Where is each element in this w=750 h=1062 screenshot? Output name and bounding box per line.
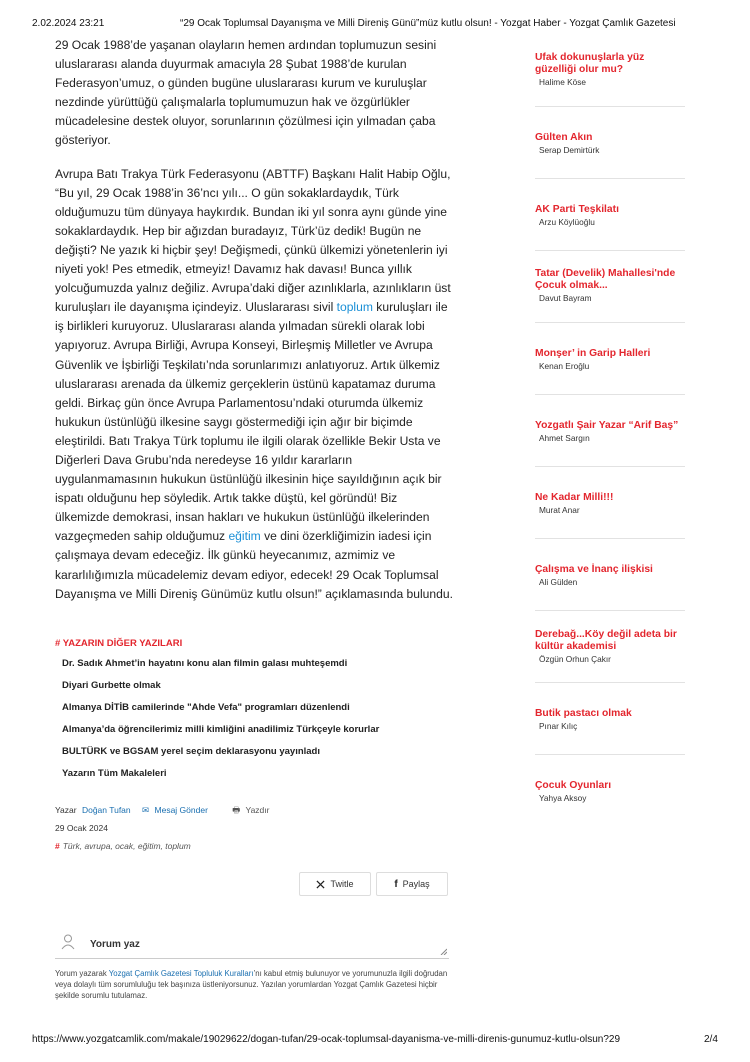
tags-text[interactable]: Türk, avrupa, ocak, eğitim, toplum	[62, 841, 191, 851]
divider	[535, 538, 685, 539]
user-avatar-icon	[61, 934, 75, 950]
sidebar-article[interactable]	[535, 780, 685, 803]
other-post-link[interactable]: Dr. Sadık Ahmet’in hayatını konu alan filmin galası muhteşemdi	[62, 658, 348, 669]
comment-input[interactable]	[55, 930, 449, 959]
text-segment: Avrupa Batı Trakya Türk Federasyonu (ABTTF) Başkanı Halit Habip Oğlu, “Bu yıl, 29 Ocak 1988’in 36’ncı yılı... O gün sokaklardaydık, Türk olduğumuzu tüm dünyaya haykırdık. Bundan iki yıl sonra aynı günde yine sokaklardaydık. Hep bir ağızdan buradayız, Türk’üz dedik! Bugün ne değişti? Ne yazık ki hiçbir şey! Değişmedi, çünkü ülkemizi yönetenlerin iyi niyeti yok! Pes etmedik, etmeyiz! Davamız hak davası! Bunca yıllık yolcuğumuzda yalnız değiliz. Avrupa’daki diğer azınlıklarla, azınlıkların üst kuruluşları ile dayanışma içindeyiz. Uluslararası sivil	[55, 166, 451, 315]
disclaimer-text: ’nı kabul etmiş bulunuyor ve yorumunuzla ilgili doğrudan veya dolaylı tüm sorumluluğu tek başınıza üstleniyorsunuz. Yazılan yorumlardan Yozgat Çamlık Gazetesi hiçbir şekilde sorumlu tutulamaz.	[55, 969, 448, 1000]
sidebar-article-author: Kenan Eroğlu	[539, 361, 590, 371]
text-segment: ve dini özerkliğimizin iadesi için çalışmaya devam edeceğiz. İlk günkü heyecanımız, azmimiz ve kararlılığımızla mücadelemiz devam ediyor, edecek! 29 Ocak Toplumsal Dayanışma ve Milli Direniş Günümüz kutlu olsun!” açıklamasında bulundu.	[55, 529, 453, 601]
sidebar-article-author: Murat Anar	[539, 505, 580, 515]
print-date: 2.02.2024 23:21	[32, 18, 105, 29]
sidebar-article-title: Çalışma ve İnanç ilişkisi	[535, 564, 653, 575]
sidebar-article-title: Derebağ...Köy değil adeta bir kültür akademisi	[535, 629, 677, 652]
author-other-posts	[55, 638, 453, 789]
sidebar-article-author: Ahmet Sargın	[539, 433, 590, 443]
sidebar-article[interactable]	[535, 564, 685, 587]
sidebar-article-title: Butik pastacı olmak	[535, 708, 632, 719]
sidebar-article[interactable]	[535, 420, 685, 443]
tag-list	[55, 841, 191, 851]
facebook-share-button[interactable]	[376, 872, 448, 896]
other-posts-heading: # YAZARIN DİĞER YAZILARI	[55, 638, 183, 649]
article-meta	[55, 805, 275, 833]
twitter-share-button[interactable]	[299, 872, 371, 896]
page-number: 2/4	[704, 1034, 718, 1045]
print-page-title: “29 Ocak Toplumsal Dayanışma ve Milli Direniş Günü”müz kutlu olsun! - Yozgat Haber - Yozgat Çamlık Gazetesi	[180, 18, 676, 29]
resize-handle-icon[interactable]	[440, 948, 447, 955]
other-post-link[interactable]: Almanya DİTİB camilerinde "Ahde Vefa" programları düzenlendi	[62, 702, 350, 713]
tag-link-toplum[interactable]: toplum	[336, 300, 373, 315]
print-button[interactable]	[232, 805, 272, 815]
other-post-link[interactable]: BULTÜRK ve BGSAM yerel seçim deklarasyonu yayınladı	[62, 746, 320, 757]
publish-date: 29 Ocak 2024	[55, 823, 108, 833]
sidebar-article-author: Arzu Köylüoğlu	[539, 217, 595, 227]
sidebar-article-author: Serap Demirtürk	[539, 145, 600, 155]
twitter-share-label: Twitle	[330, 879, 354, 889]
divider	[535, 394, 685, 395]
divider	[535, 610, 685, 611]
sidebar-article-title: Ne Kadar Milli!!!	[535, 492, 614, 503]
sidebar-article-title: Monşer’ in Garip Halleri	[535, 348, 651, 359]
sidebar-article[interactable]	[535, 629, 685, 664]
divider	[535, 682, 685, 683]
sidebar-article[interactable]	[535, 268, 685, 303]
all-articles-link[interactable]: Yazarın Tüm Makaleleri	[62, 768, 167, 779]
divider	[535, 178, 685, 179]
divider	[535, 322, 685, 323]
facebook-share-label: Paylaş	[402, 879, 430, 889]
sidebar-article-author: Özgün Orhun Çakır	[539, 654, 611, 664]
sidebar-article-title: Tatar (Develik) Mahallesi'nde Çocuk olmak...	[535, 268, 676, 291]
sidebar-article[interactable]	[535, 52, 685, 87]
sidebar-article[interactable]	[535, 132, 685, 155]
sidebar-article-author: Pınar Kılıç	[539, 721, 578, 731]
printer-icon: 🖶	[232, 805, 241, 815]
sidebar-article-title: Ufak dokunuşlarla yüz güzelliği olur mu?	[535, 52, 645, 75]
print-label: Yazdır	[245, 805, 270, 815]
author-label: Yazar	[55, 805, 77, 815]
text-segment: kuruluşları ile iş birlikleri kuruyoruz. Uluslararası alanda yılmadan sürekli olarak lobi yapıyoruz. Avrupa Birliği, Avrupa Konseyi, Birleşmiş Milletler ve Avrupa Güvenlik ve İşbirliği Teşkilatı’nda sorunlarımızı anlatıyoruz. Artık ülkemiz uluslararası arenada da ülkemiz gerçeklerin üstünü kapatamaz duruma geldi. Birkaç gün önce Avrupa Parlamentosu’ndaki oturumda ülkemiz hukukun üstünlüğü ilkesine saygı göstermediği için ağır bir biçimde eleştirildi. Batı Trakya Türk toplumu ile ilgili olarak özellikle Bekir Usta ve Diğerleri Dava Grubu’nda neredeyse 16 yıldır kararların uygulanmamasının hukukun üstünlüğü ilkesinin hiçe sayıldığının açık bir ispatı olduğunu hep söyledik. Artık takke düştü, kel göründü! Biz ülkemizde demokrasi, insan hakları ve hukukun üstünlüğü ilkelerinden vazgeçmeden sahip olduğumuz	[55, 300, 448, 544]
sidebar-article[interactable]	[535, 708, 685, 731]
divider	[535, 466, 685, 467]
other-post-link[interactable]: Almanya’da öğrencilerimiz milli kimliğini anadilimiz Türkçeyle korurlar	[62, 724, 380, 735]
article-paragraph: 29 Ocak 1988’de yaşanan olayların hemen ardından toplumuzun sesini uluslararası alanda duyurmak amacıyla 28 Şubat 1988’de kurulan Federasyon’umuz, o günden bugüne uluslararası kurum ve kuruluşlar nezdinde yürüttüğü çalışmalarla toplumumuzun hak ve özgürlükler mücadelesine destek oluyor, sorunlarının çözülmesi için yılmadan çaba gösteriyor.	[55, 38, 437, 148]
sidebar-article-title: Yozgatlı Şair Yazar “Arif Baş”	[535, 420, 679, 431]
sidebar-article-title: Gülten Akın	[535, 132, 593, 143]
sidebar-article[interactable]	[535, 204, 685, 227]
send-message-link[interactable]	[142, 805, 211, 815]
sidebar-article[interactable]	[535, 348, 685, 371]
article-paragraph	[55, 165, 453, 604]
sidebar-article-title: Çocuk Oyunları	[535, 780, 612, 791]
other-post-link[interactable]: Diyari Gurbette olmak	[62, 680, 161, 691]
facebook-icon: f	[394, 878, 398, 890]
envelope-icon: ✉	[142, 805, 150, 815]
community-rules-link[interactable]: Yozgat Çamlık Gazetesi Topluluk Kuralları	[108, 969, 254, 978]
send-message-label: Mesaj Gönder	[154, 805, 208, 815]
comment-placeholder: Yorum yaz	[90, 939, 140, 950]
x-logo-icon	[316, 880, 325, 889]
sidebar-article-title: AK Parti Teşkilatı	[535, 204, 619, 215]
divider	[535, 250, 685, 251]
divider	[535, 754, 685, 755]
sidebar-article-author: Halime Köse	[539, 77, 587, 87]
divider	[535, 106, 685, 107]
sidebar-article-author: Yahya Aksoy	[539, 793, 587, 803]
sidebar-article[interactable]	[535, 492, 685, 515]
disclaimer-text: Yorum yazarak	[55, 969, 109, 978]
author-link[interactable]: Doğan Tufan	[81, 805, 131, 815]
comment-disclaimer	[55, 968, 455, 1001]
sidebar-article-author: Davut Bayram	[539, 293, 592, 303]
hash-icon: #	[55, 841, 60, 851]
article-body	[55, 36, 453, 618]
sidebar-article-author: Ali Gülden	[539, 577, 578, 587]
page-url: https://www.yozgatcamlik.com/makale/19029622/dogan-tufan/29-ocak-toplumsal-dayanisma-ve-milli-direnis-gunumuz-kutlu-olsun?29	[32, 1034, 621, 1045]
tag-link-egitim[interactable]: eğitim	[228, 529, 261, 544]
